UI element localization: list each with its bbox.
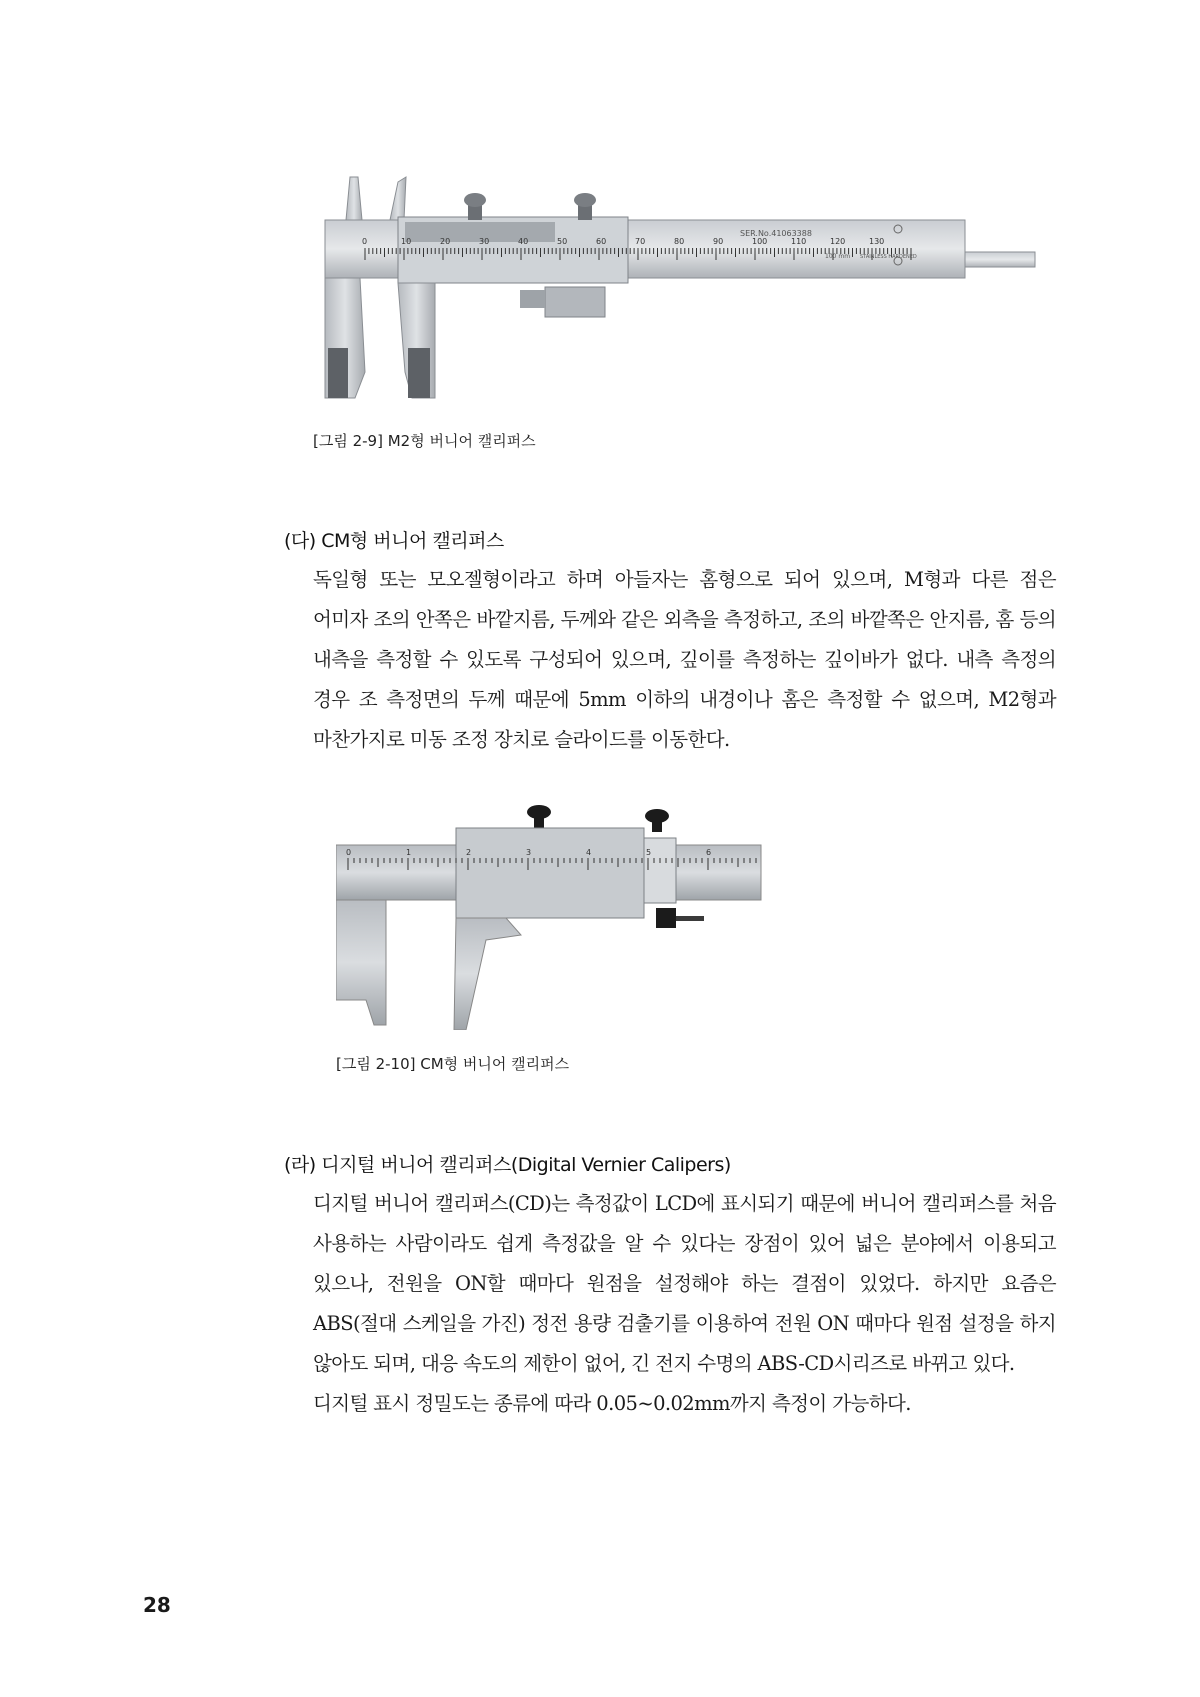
figure-cm-caliper: [336, 800, 766, 1030]
scale-number: 4: [586, 848, 592, 857]
scale-number: 2: [466, 848, 472, 857]
scale-number: 0: [346, 848, 352, 857]
section-heading: (라) 디지털 버니어 캘리퍼스(Digital Vernier Calipers): [284, 1154, 731, 1176]
scale-number: 120: [830, 237, 846, 246]
section-body: [313, 560, 1056, 760]
scale-number: 20: [440, 237, 451, 246]
scale-number: 90: [713, 237, 724, 246]
scale-number: 0: [362, 237, 368, 246]
scale-number: 80: [674, 237, 685, 246]
scale-number: 30: [479, 237, 490, 246]
figure-caption: [그림 2-10] CM형 버니어 캘리퍼스: [336, 1055, 570, 1073]
scale-number: 3: [526, 848, 532, 857]
scale-number: 1: [406, 848, 412, 857]
scale-number: 100: [752, 237, 768, 246]
paragraph: 디지털 표시 정밀도는 종류에 따라 0.05~0.02mm까지 측정이 가능하다.: [313, 1392, 911, 1415]
scale-number: 50: [557, 237, 568, 246]
scale-number: 70: [635, 237, 646, 246]
m2-caliper-image: [320, 172, 1040, 412]
serial-number: SER.No.41063388: [740, 229, 812, 238]
scale-number: 130: [869, 237, 885, 246]
page-number: 28: [143, 1593, 171, 1617]
stamp-mark: STAINLESS HARDENED: [860, 254, 917, 260]
scale-number: 10: [401, 237, 412, 246]
scale-number: 110: [791, 237, 807, 246]
scale-number: 6: [706, 848, 712, 857]
scale-number: 40: [518, 237, 529, 246]
figure-caption: [그림 2-9] M2형 버니어 캘리퍼스: [313, 432, 536, 450]
section-heading: (다) CM형 버니어 캘리퍼스: [284, 530, 504, 552]
unit-mark: 100 mm: [825, 253, 851, 260]
figure-m2-caliper: [320, 172, 1040, 412]
paragraph: 독일형 또는 모오젤형이라고 하며 아들자는 홈형으로 되어 있으며, M형과 다른 점은 어미자 조의 안쪽은 바깥지름, 두께와 같은 외측을 측정하고, 조의 바깥쪽은 안지름, 홈 등의 내측을 측정할 수 있도록 구성되어 있으며, 깊이를 측정하는 깊이바가 없다. 내측 측정의 경우 조 측정면의 두께 때문에 5mm 이하의 내경이나 홈은 측정할 수 없으며, M2형과 마찬가지로 미동 조정 장치로 슬라이드를 이동한다.: [313, 568, 1056, 751]
paragraph: 디지털 버니어 캘리퍼스(CD)는 측정값이 LCD에 표시되기 때문에 버니어 캘리퍼스를 처음 사용하는 사람이라도 쉽게 측정값을 알 수 있다는 장점이 있어 넓은 분야에서 이용되고 있으나, 전원을 ON할 때마다 원점을 설정해야 하는 결점이 있었다. 하지만 요즘은 ABS(절대 스케일을 가진) 정전 용량 검출기를 이용하여 전원 ON 때마다 원점 설정을 하지 않아도 되며, 대응 속도의 제한이 없어, 긴 전지 수명의 ABS-CD시리즈로 바뀌고 있다.: [313, 1192, 1056, 1375]
scale-number: 5: [646, 848, 652, 857]
scale-number: 60: [596, 237, 607, 246]
section-body: [313, 1184, 1056, 1424]
cm-caliper-image: [336, 800, 766, 1030]
